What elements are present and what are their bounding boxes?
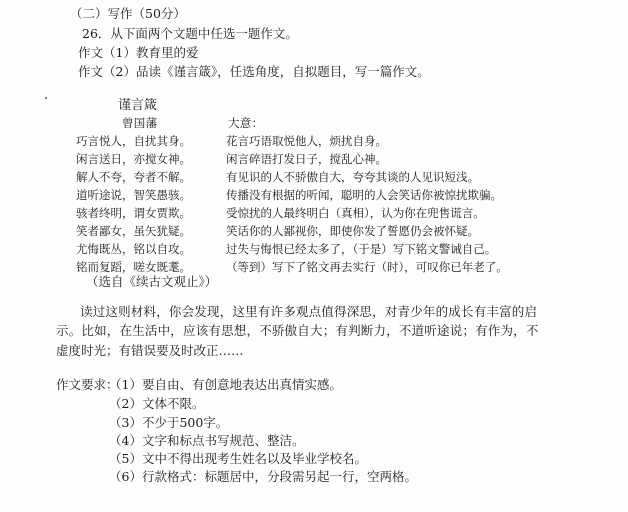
option-2: 作文（2）品读《谨言箴》，任选角度，自拟题目，写一篇作文。 xyxy=(78,64,430,79)
requirement-item: （6）行款格式：标题居中，分段需另起一行，空两格。 xyxy=(109,469,417,484)
poem-meaning-line: 传播没有根据的听闻，聪明的人会笑话你被惊扰欺骗。 xyxy=(226,188,502,202)
scan-speck xyxy=(45,97,47,99)
poem-source: （选自《续古文观止》） xyxy=(86,274,218,289)
poem-original-line: 尤悔既丛，铭以自攻。 xyxy=(76,242,191,256)
question-prompt: 26．从下面两个文题中任选一题作文。 xyxy=(82,26,298,41)
paragraph-line-2: 示。比如，在生活中，应该有思想，不骄傲自大；有判断力，不道听途说；有作为，不 xyxy=(56,323,539,338)
poem-meaning-line: 受惊扰的人最终明白（真相），认为你在兜售谎言。 xyxy=(226,206,485,220)
requirement-item: （1）要自由、有创意地表达出真情实感。 xyxy=(109,377,342,392)
poem-meaning-line: 笑话你的人鄙视你，即使你发了誓愿仍会被怀疑。 xyxy=(226,224,479,238)
requirements-label: 作文要求： xyxy=(56,377,119,392)
poem-original-line: 闲言送日，亦搅女神。 xyxy=(76,152,191,166)
poem-original-line: 笑者鄙女，虽矢犹疑。 xyxy=(76,224,191,238)
requirement-item: （5）文中不得出现考生姓名以及毕业学校名。 xyxy=(109,451,367,466)
poem-original-line: 道听途说，智笑愚骇。 xyxy=(76,188,191,202)
meaning-header: 大意： xyxy=(228,116,264,130)
paragraph-line-3: 虚度时光；有错误要及时改正…… xyxy=(56,343,244,358)
section-title: （二）写作（50分） xyxy=(70,6,186,21)
requirement-item: （4）文字和标点书写规范、整洁。 xyxy=(109,433,305,448)
poem-original-line: 骇者终明，谓女贾欺。 xyxy=(76,206,191,220)
poem-meaning-line: 过失与悔恨已经太多了，（于是）写下铭文警诫自己。 xyxy=(226,242,497,256)
requirement-item: （2）文体不限。 xyxy=(109,396,205,411)
requirement-item: （3）不少于500字。 xyxy=(109,415,229,430)
paragraph-line-1: 读过这则材料，你会发现，这里有许多观点值得深思，对青少年的成长有丰富的启 xyxy=(80,304,538,319)
poem-title: 谨言箴 xyxy=(118,98,158,113)
poem-author: 曾国藩 xyxy=(122,116,158,130)
poem-meaning-line: 有见识的人不骄傲自大，夸夸其谈的人见识短浅。 xyxy=(226,170,479,184)
poem-original-line: 解人不夸，夸者不解。 xyxy=(76,170,191,184)
poem-original-line: 铭而复蹈，嗟女既耄。 xyxy=(76,260,191,274)
option-1: 作文（1）教育里的爱 xyxy=(78,45,199,60)
poem-meaning-line: 闲言碎语打发日子，搅乱心神。 xyxy=(226,152,387,166)
poem-original-line: 巧言悦人，自扰其身。 xyxy=(76,134,191,148)
poem-meaning-line: 花言巧语取悦他人，烦扰自身。 xyxy=(226,134,387,148)
poem-meaning-line: （等到）写下了铭文再去实行（时），可叹你已年老了。 xyxy=(226,260,508,274)
